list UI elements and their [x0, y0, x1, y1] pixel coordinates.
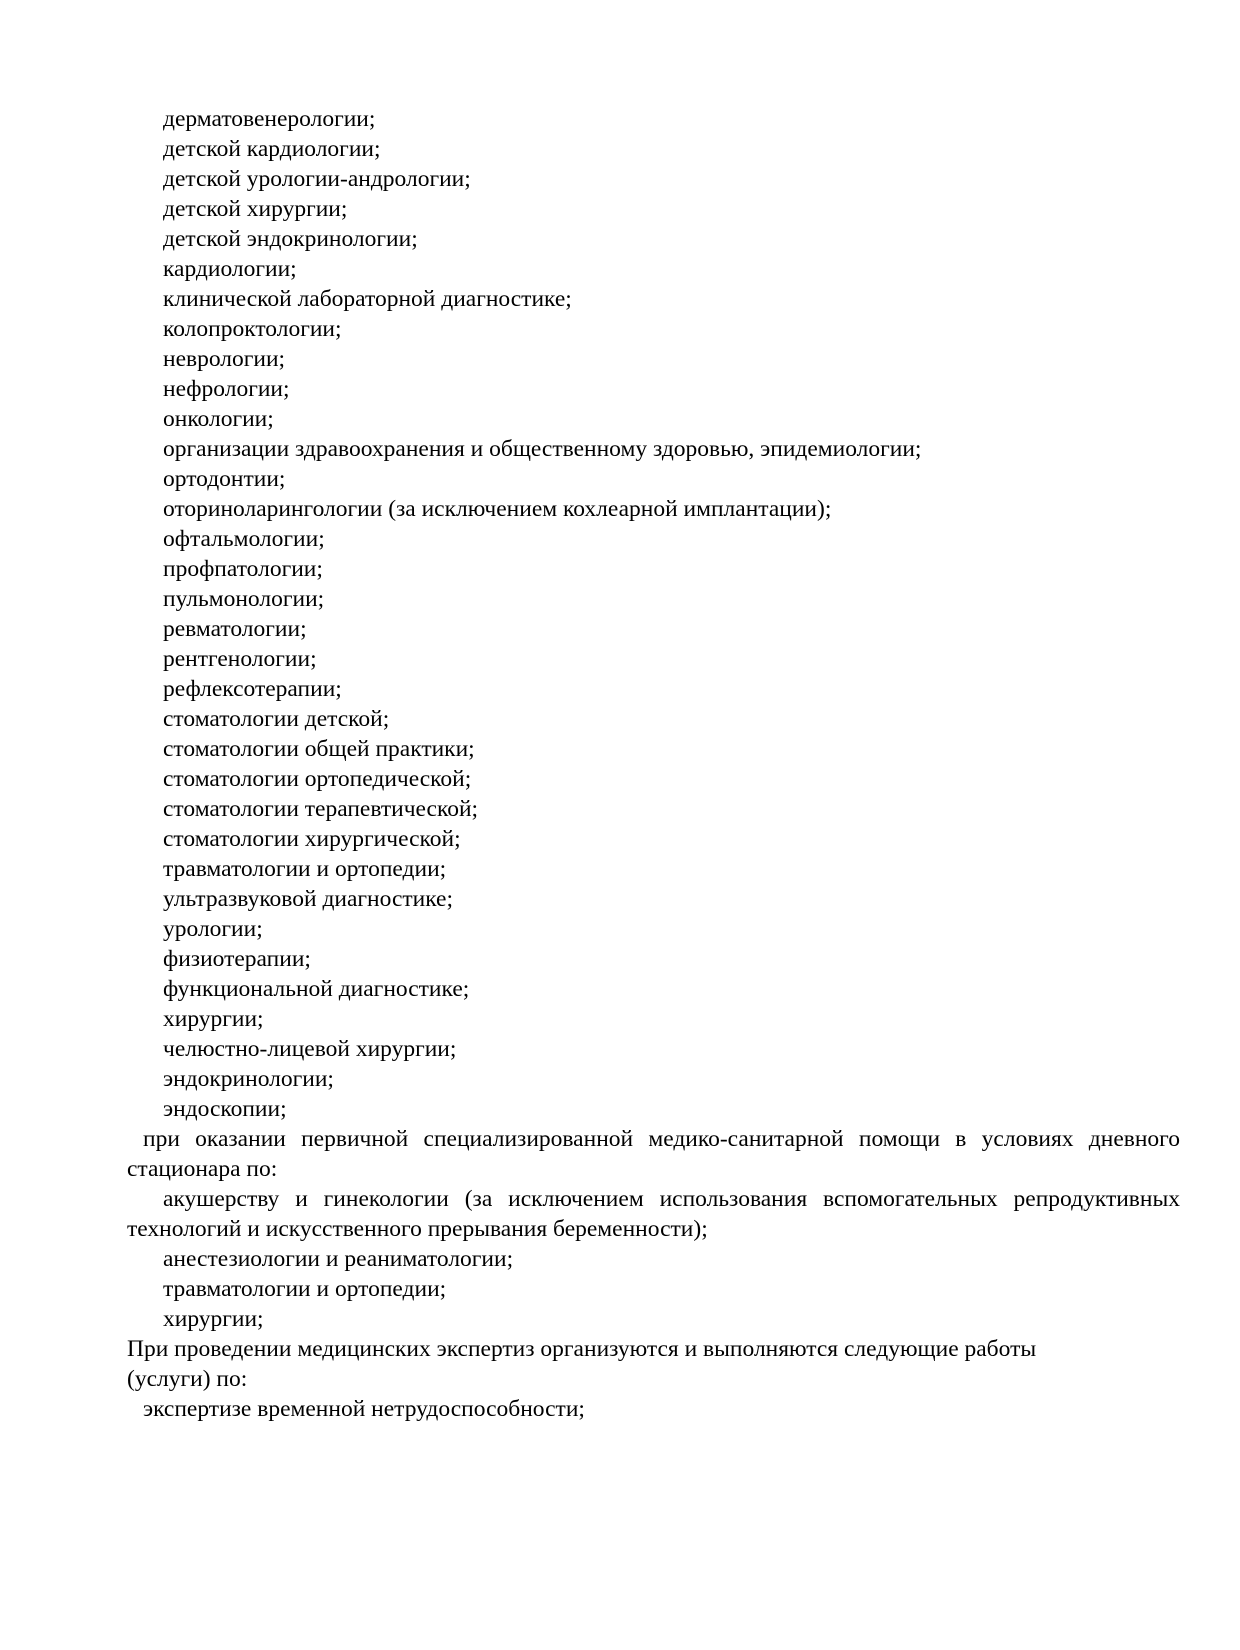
text-line: ревматологии;: [163, 616, 307, 642]
text-line: технологий и искусственного прерывания беременности);: [127, 1216, 708, 1242]
text-line: При проведении медицинских экспертиз организуются и выполняются следующие работы: [127, 1336, 1037, 1362]
text-line: стоматологии общей практики;: [163, 736, 475, 762]
text-line: челюстно-лицевой хирургии;: [163, 1036, 457, 1062]
text-line: рефлексотерапии;: [163, 676, 342, 702]
text-line: организации здравоохранения и общественному здоровью, эпидемиологии;: [163, 436, 922, 462]
text-line: детской урологии-андрологии;: [163, 166, 471, 192]
text-line: хирургии;: [163, 1306, 264, 1332]
text-line: стоматологии терапевтической;: [163, 796, 479, 822]
text-line: рентгенологии;: [163, 646, 317, 672]
text-line: хирургии;: [163, 1006, 264, 1032]
text-line: детской кардиологии;: [163, 136, 381, 162]
text-line: детской хирургии;: [163, 196, 348, 222]
text-line: акушерству и гинекологии (за исключением использования вспомогательных репродуктивных: [163, 1186, 1180, 1212]
text-line: травматологии и ортопедии;: [163, 856, 447, 882]
text-line: эндокринологии;: [163, 1066, 334, 1092]
text-line: нефрологии;: [163, 376, 290, 402]
text-line: урологии;: [163, 916, 263, 942]
text-line: травматологии и ортопедии;: [163, 1276, 447, 1302]
text-line: кардиологии;: [163, 256, 297, 282]
text-line: стоматологии ортопедической;: [163, 766, 472, 792]
text-line: при оказании первичной специализированной медико-санитарной помощи в условиях дневного: [143, 1126, 1180, 1152]
text-line: профпатологии;: [163, 556, 323, 582]
text-line: стационара по:: [127, 1156, 278, 1182]
text-line: функциональной диагностике;: [163, 976, 470, 1002]
text-line: детской эндокринологии;: [163, 226, 418, 252]
text-line: дерматовенерологии;: [163, 106, 376, 132]
text-line: стоматологии детской;: [163, 706, 390, 732]
text-line: физиотерапии;: [163, 946, 311, 972]
text-line: анестезиологии и реаниматологии;: [163, 1246, 514, 1272]
text-line: экспертизе временной нетрудоспособности;: [143, 1396, 585, 1422]
text-line: неврологии;: [163, 346, 286, 372]
text-line: стоматологии хирургической;: [163, 826, 461, 852]
text-line: офтальмологии;: [163, 526, 325, 552]
text-line: эндоскопии;: [163, 1096, 287, 1122]
text-line: (услуги) по:: [127, 1366, 248, 1392]
text-line: ультразвуковой диагностике;: [163, 886, 454, 912]
text-line: клинической лабораторной диагностике;: [163, 286, 572, 312]
text-line: пульмонологии;: [163, 586, 325, 612]
text-line: колопроктологии;: [163, 316, 342, 342]
text-line: ортодонтии;: [163, 466, 286, 492]
text-line: оториноларингологии (за исключением кохлеарной имплантации);: [163, 496, 832, 522]
text-line: онкологии;: [163, 406, 274, 432]
license-text-block: [127, 104, 1180, 1424]
